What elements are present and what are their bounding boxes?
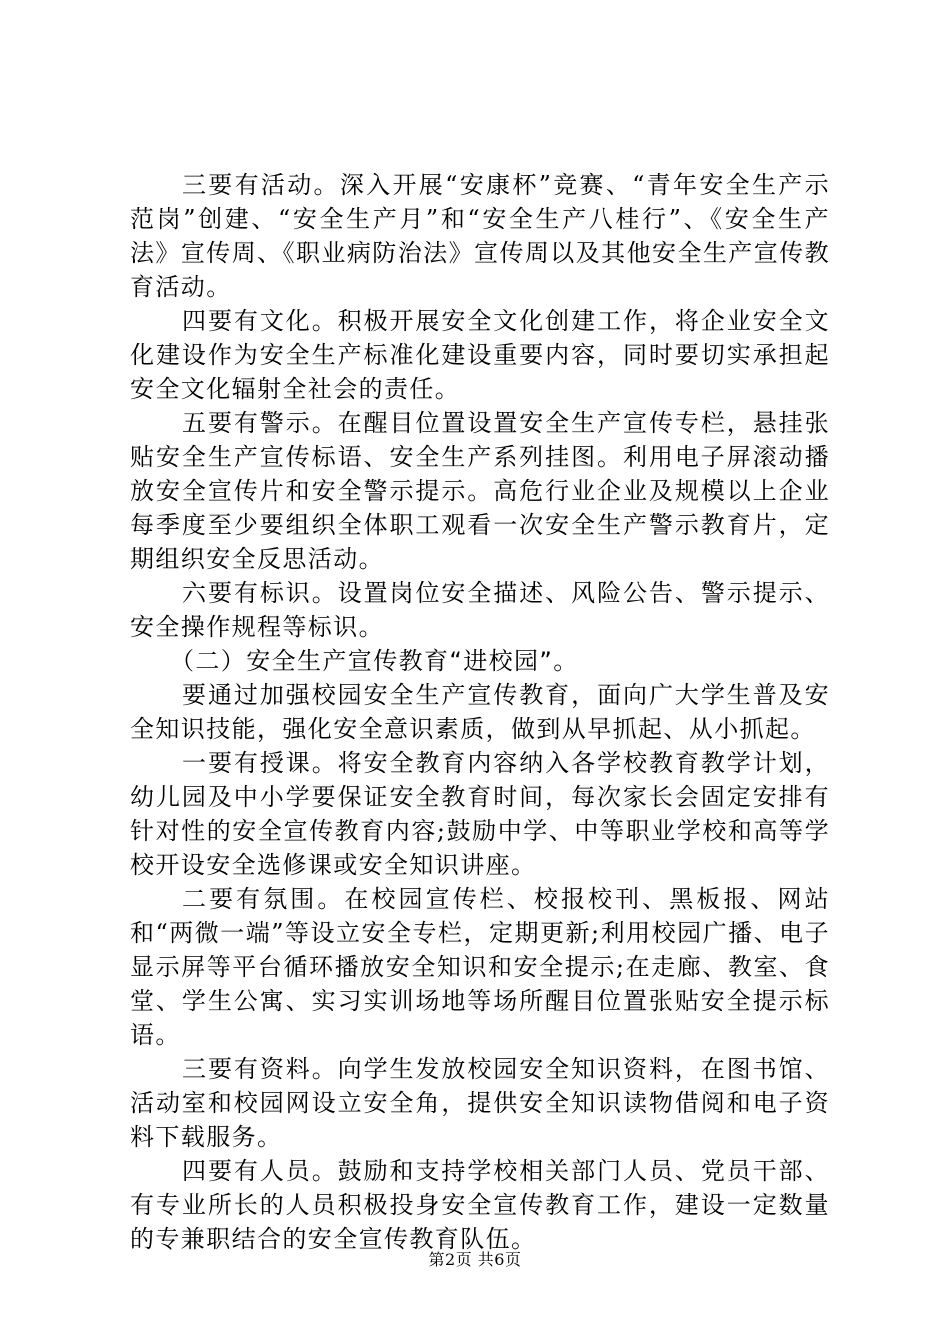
section-heading-campus: （二）安全生产宣传教育“进校园”。 xyxy=(170,647,579,675)
paragraph-activities: 三要有活动。深入开展“安康杯”竞赛、“青年安全生产示范岗”创建、“安全生产月”和“安全生产八桂行”、《安全生产法》宣传周、《职业病防治法》宣传周以及其他安全生产宣传教育活动。 xyxy=(130,171,830,301)
paragraph-atmosphere: 二要有氛围。在校园宣传栏、校报校刊、黑板报、网站和“两微一端”等设立安全专栏，定期更新;利用校园广播、电子显示屏等平台循环播放安全知识和安全提示;在走廊、教室、食堂、学生公寓、实习实训场地等场所醒目位置张贴安全提示标语。 xyxy=(130,885,830,1049)
paragraph-campus-intro: 要通过加强校园安全生产宣传教育，面向广大学生普及安全知识技能，强化安全意识素质，做到从早抓起、从小抓起。 xyxy=(130,681,830,743)
paragraph-warning: 五要有警示。在醒目位置设置安全生产宣传专栏，悬挂张贴安全生产宣传标语、安全生产系列挂图。利用电子屏滚动播放安全宣传片和安全警示提示。高危行业企业及规模以上企业每季度至少要组织全体职工观看一次安全生产警示教育片，定期组织安全反思活动。 xyxy=(130,409,830,573)
paragraph-signage: 六要有标识。设置岗位安全描述、风险公告、警示提示、安全操作规程等标识。 xyxy=(130,579,830,641)
paragraph-teaching: 一要有授课。将安全教育内容纳入各学校教育教学计划，幼儿园及中小学要保证安全教育时间，每次家长会固定安排有针对性的安全宣传教育内容;鼓励中学、中等职业学校和高等学校开设安全选修课或安全知识讲座。 xyxy=(130,749,830,879)
page-number-footer: 第2页 共6页 xyxy=(428,1250,522,1269)
paragraph-personnel: 四要有人员。鼓励和支持学校相关部门人员、党员干部、有专业所长的人员积极投身安全宣传教育工作，建设一定数量的专兼职结合的安全宣传教育队伍。 xyxy=(130,1157,830,1253)
paragraph-culture: 四要有文化。积极开展安全文化创建工作，将企业安全文化建设作为安全生产标准化建设重要内容，同时要切实承担起安全文化辐射全社会的责任。 xyxy=(130,307,830,403)
paragraph-materials: 三要有资料。向学生发放校园安全知识资料，在图书馆、活动室和校园网设立安全角，提供安全知识读物借阅和电子资料下载服务。 xyxy=(130,1055,830,1151)
document-body xyxy=(130,168,830,1256)
